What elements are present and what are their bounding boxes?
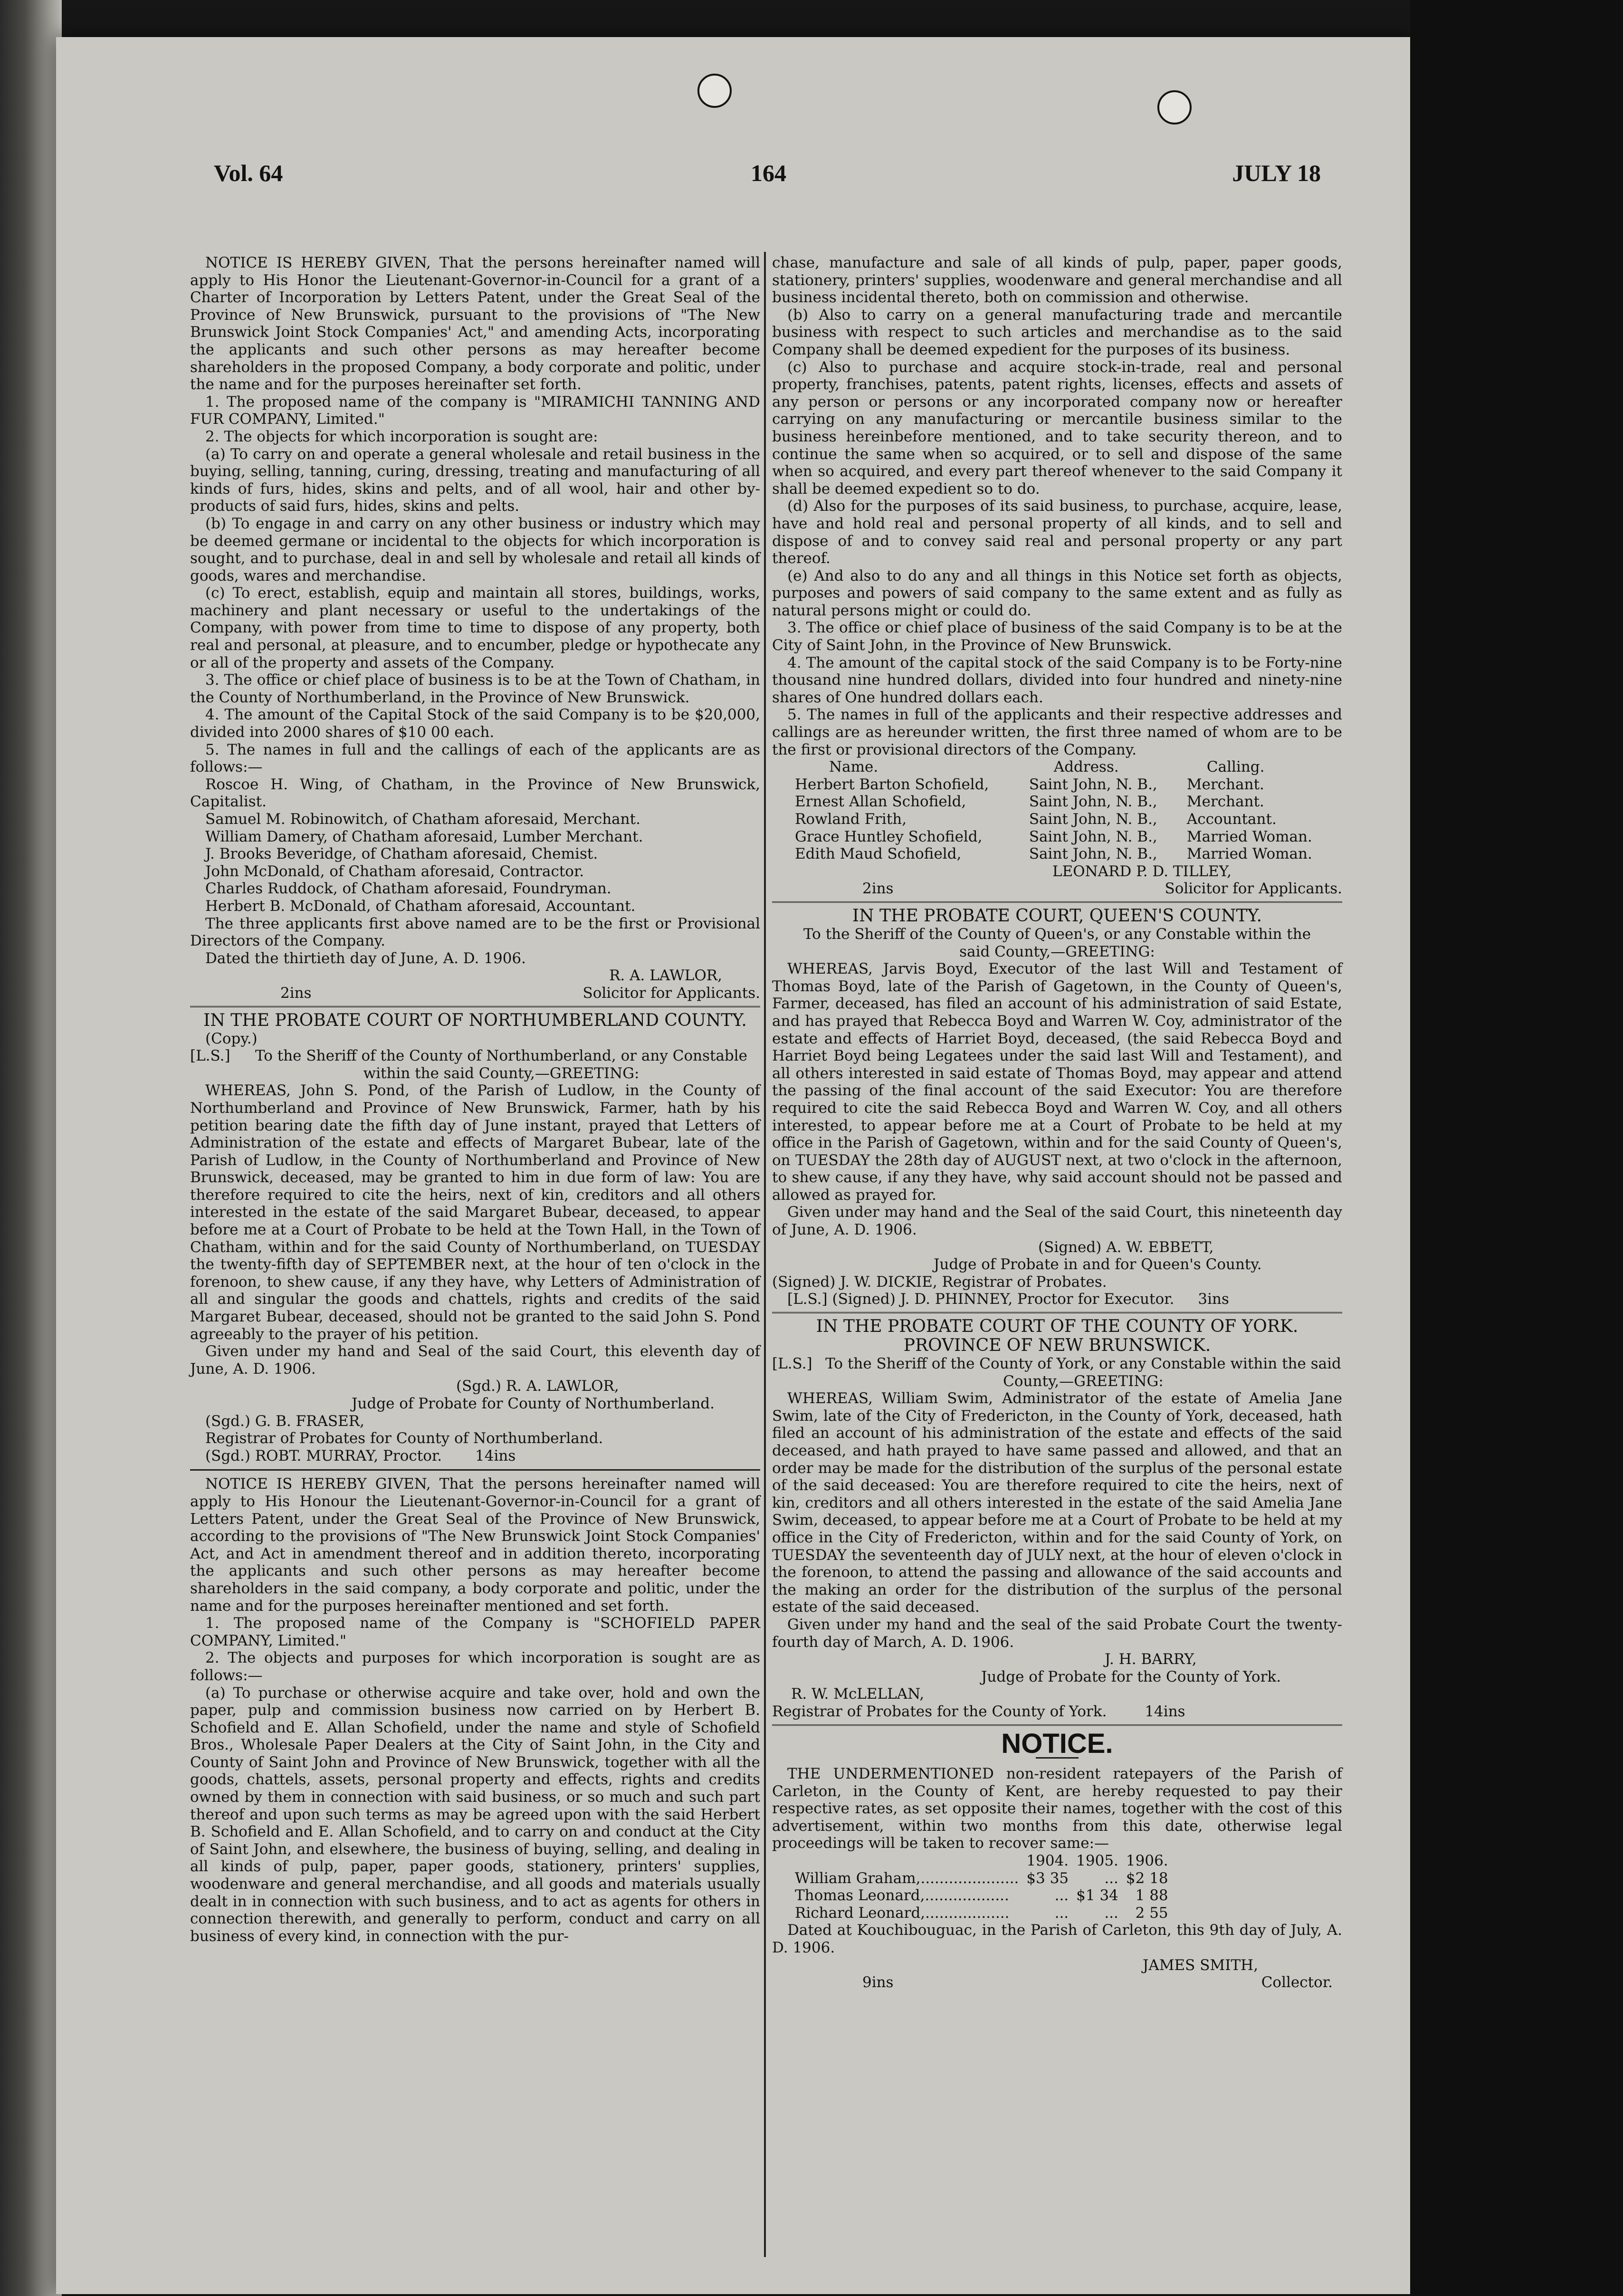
queens-proctor bbox=[772, 1291, 1342, 1308]
northumberland-probate-heading: IN THE PROBATE COURT OF NORTHUMBERLAND COUNTY. bbox=[203, 1010, 747, 1030]
applicant-calling: Married Woman. bbox=[1186, 828, 1312, 845]
punch-hole-left bbox=[697, 74, 732, 108]
york-judge-title: Judge of Probate for the County of York. bbox=[981, 1668, 1281, 1685]
applicant-name: Ernest Allan Schofield, bbox=[795, 793, 966, 811]
section-divider bbox=[190, 1469, 760, 1471]
table-header: Name. bbox=[829, 758, 878, 776]
insertion-count: 2ins bbox=[862, 880, 894, 898]
queens-probate-body: WHEREAS, Jarvis Boyd, Executor of the last Will and Testament of Thomas Boyd, late of the Parish of Gagetown, in the County of Queen's, Farmer, deceased, has filed an account of his administration of said Estate, and has prayed that Rebecca Boyd and Warren W. Coy, administrator of the estate and effects of Harriet Boyd, deceased, (the said Rebecca Boyd and Harriet Boyd being Legatees under the said last Will and Testament), and all others interested in said estate of Thomas Boyd, may appear and attend the passing of the final account of the said Executor: You are therefore required to cite the said Rebecca Boyd and Warren W. Coy, and all others interested, to appear before me at a Court of Probate to be held at my office in the Parish of Gagetown, within and for the said County of Queen's, on TUESDAY the 28th day of AUGUST next, at two o'clock in the afternoon, to shew cause, if any they have, why said account should not be passed and allowed as prayed for. bbox=[772, 960, 1342, 1204]
tanning-applicant: John McDonald, of Chatham aforesaid, Contractor. bbox=[205, 862, 584, 880]
applicants-table bbox=[791, 758, 1337, 863]
tanning-applicant: Samuel M. Robinowitch, of Chatham aforesaid, Merchant. bbox=[205, 811, 640, 828]
queens-given: Given under may hand and the Seal of the said Court, this nineteenth day of June, A. D. 1906. bbox=[772, 1204, 1342, 1239]
rate-value: 1 88 bbox=[1135, 1887, 1168, 1904]
applicant-calling: Accountant. bbox=[1186, 811, 1277, 828]
issue-date: JULY 18 bbox=[1232, 160, 1321, 186]
section-divider bbox=[772, 901, 1342, 903]
rate-value: ... bbox=[1104, 1869, 1118, 1887]
northumberland-proctor bbox=[190, 1447, 760, 1465]
northumberland-given: Given under my hand and Seal of the said Court, this eleventh day of June, A. D. 1906. bbox=[190, 1343, 760, 1378]
tanning-applicant: William Damery, of Chatham aforesaid, Lumber Merchant. bbox=[205, 828, 643, 845]
punch-hole-right bbox=[1157, 90, 1192, 124]
applicant-name: Grace Huntley Schofield, bbox=[795, 828, 983, 845]
applicant-calling: Merchant. bbox=[1186, 775, 1264, 793]
tanning-notice-objects: 2. The objects for which incorporation is sought are: bbox=[205, 428, 598, 445]
rate-value: 2 55 bbox=[1135, 1904, 1168, 1922]
schofield-notice-object-d: (d) Also for the purposes of its said business, to purchase, acquire, lease, have and hold real and personal property of all kinds, and to sell and dispose of and to convey said real and personal property or any part thereof. bbox=[772, 497, 1342, 567]
tanning-notice-name: 1. The proposed name of the company is "MIRAMICHI TANNING AND FUR COMPANY, Limited." bbox=[190, 393, 760, 428]
ratepayers-notice-dated: Dated at Kouchibouguac, in the Parish of Carleton, this 9th day of July, A. D. 1906. bbox=[772, 1922, 1342, 1957]
schofield-notice-object-b: (b) Also to carry on a general manufacturing trade and mercantile business with respect to such articles and merchandise as to the said Company shall be deemed expedient for the purposes of its business. bbox=[772, 306, 1342, 358]
queens-registrar: (Signed) J. W. DICKIE, Registrar of Probates. bbox=[772, 1273, 1107, 1291]
section-divider bbox=[190, 1006, 760, 1007]
york-registrar-line bbox=[772, 1703, 1342, 1721]
schofield-notice-object-e: (e) And also to do any and all things in this Notice set forth as objects, purposes and powers of said company to the same extent and as fully as natural persons might or could do. bbox=[772, 567, 1342, 619]
applicant-calling: Merchant. bbox=[1186, 793, 1264, 811]
solicitor-title: Solicitor for Applicants. bbox=[1165, 880, 1342, 898]
schofield-notice-capital: 4. The amount of the capital stock of the said Company is to be Forty-nine thousand nine hundred dollars, divided into four hundred and ninety-nine shares of One hundred dollars each. bbox=[772, 654, 1342, 706]
tanning-notice-signature: R. A. LAWLOR, bbox=[609, 967, 722, 985]
proctor-line: (Sgd.) ROBT. MURRAY, Proctor. bbox=[205, 1447, 442, 1464]
schofield-notice-object-a: (a) To purchase or otherwise acquire and take over, hold and own the paper, pulp and commission business now carried on by Herbert B. Schofield and E. Allan Schofield, under the name and style of Schofield Bros., Wholesale Paper Dealers at the City of Saint John, in the City and County of Saint John and Province of New Brunswick, together with all the goods, chattels, assets, personal property and effects, rights and credits owned by them in connection with said business, or so much and such part thereof and upon such terms as may be agreed upon with the said Herbert B. Schofield and E. Allan Schofield, and to carry on and conduct at the City of Saint John, and elsewhere, the business of buying, selling, and dealing in all kinds of pulp, paper, paper goods, stationery, printers' supplies, woodenware and general merchandise, and all goods and materials usually dealt in in connection with such business, and to act as agents for others in connection therewith, and generally to perform, conduct and carry on all business of every kind, in connection with the pur- bbox=[190, 1684, 760, 1945]
tanning-notice-capital: 4. The amount of the Capital Stock of the said Company is to be $20,000, divided into 2000 shares of $10 00 each. bbox=[190, 706, 760, 741]
schofield-notice-footer bbox=[772, 880, 1342, 898]
table-row bbox=[791, 1887, 1172, 1904]
york-probate-heading: IN THE PROBATE COURT OF THE COUNTY OF YORK. bbox=[816, 1317, 1298, 1337]
volume-label: Vol. 64 bbox=[214, 160, 283, 186]
section-divider bbox=[772, 1312, 1342, 1313]
page-binding-shadow bbox=[0, 0, 62, 2296]
tanning-notice-object-b: (b) To engage in and carry on any other business or industry which may be deemed germane or incidental to the objects for which incorporation is sought, and to purchase, deal in and sell by wholesale and retail all kinds of goods, wares and merchandise. bbox=[190, 515, 760, 584]
schofield-notice-object-c: (c) Also to purchase and acquire stock-in-trade, real and personal property, franchises, patents, patent rights, licenses, effects and assets of any person or persons or any incorporated company now or hereafter carrying on any manufacturing or mercantile business similar to the business hereinbefore mentioned, and to take security thereon, and to continue the same when so acquired, or to sell and dispose of the same when so acquired, and every part thereof whenever to the said Company it shall be deemed expedient so to do. bbox=[772, 358, 1342, 497]
york-registrar-title: Registrar of Probates for the County of York. bbox=[772, 1703, 1107, 1720]
rate-year: 1904. bbox=[1026, 1852, 1069, 1870]
notice-title: NOTICE. bbox=[1001, 1728, 1113, 1759]
york-judge: J. H. BARRY, bbox=[1105, 1651, 1197, 1668]
ratepayer-name: William Graham,..................... bbox=[795, 1869, 1019, 1887]
tanning-notice-dated: Dated the thirtieth day of June, A. D. 1906. bbox=[205, 949, 526, 967]
northumberland-greeting: To the Sheriff of the County of Northumberland, or any Constable within the said County,—GREETING: bbox=[255, 1047, 748, 1082]
applicant-name: Edith Maud Schofield, bbox=[795, 845, 962, 863]
tanning-notice-object-a: (a) To carry on and operate a general wholesale and retail business in the buying, selling, tanning, curing, dressing, treating and manufacturing of all kinds of furs, hides, skins and pelts, and of all wool, hair and other by-products of said furs, hides, skins and pelts. bbox=[190, 445, 760, 515]
tanning-notice-footer bbox=[190, 985, 760, 1002]
ratepayers-notice-body: THE UNDERMENTIONED non-resident ratepayers of the Parish of Carleton, in the County of Kent, are hereby requested to pay their respective rates, as set opposite their names, together with the cost of this advertisement, within two months from this date, otherwise legal proceedings will be taken to recover same:— bbox=[772, 1765, 1342, 1852]
queens-probate-heading: IN THE PROBATE COURT, QUEEN'S COUNTY. bbox=[852, 906, 1262, 926]
insertion-count: 14ins bbox=[1145, 1703, 1185, 1720]
northumberland-registrar: (Sgd.) G. B. FRASER, bbox=[205, 1412, 364, 1430]
tanning-applicant: Charles Ruddock, of Chatham aforesaid, Foundryman. bbox=[205, 880, 611, 898]
tanning-applicant: Roscoe H. Wing, of Chatham, in the Province of New Brunswick, Capitalist. bbox=[190, 775, 760, 811]
table-header-row bbox=[791, 758, 1337, 776]
queens-judge-title: Judge of Probate in and for Queen's County. bbox=[934, 1256, 1262, 1273]
rates-table bbox=[791, 1852, 1172, 1922]
table-header-row bbox=[791, 1852, 1172, 1870]
rate-year: 1906. bbox=[1126, 1852, 1168, 1870]
schofield-notice-intro: NOTICE IS HEREBY GIVEN, That the persons hereinafter named will apply to His Honour the Lieutenant-Governor-in-Council for a grant of Letters Patent, under the Great Seal of the Province of New Brunswick, according to the provisions of "The New Brunswick Joint Stock Companies' Act, and Act in amendment thereof and in addition thereto, incorporating the applicants and such other persons as may hereafter become shareholders in the said company, a body corporate and politic, under the name and for the purposes hereinafter mentioned and set forth. bbox=[190, 1475, 760, 1615]
rate-year: 1905. bbox=[1076, 1852, 1118, 1870]
applicant-name: Herbert Barton Schofield, bbox=[795, 775, 989, 793]
column-divider bbox=[764, 252, 766, 2257]
ratepayer-name: Richard Leonard,.................. bbox=[795, 1904, 1010, 1922]
table-row bbox=[791, 811, 1337, 828]
page-header bbox=[157, 159, 1321, 197]
rate-value: $2 18 bbox=[1126, 1869, 1168, 1887]
insertion-count: 9ins bbox=[862, 1974, 894, 1991]
insertion-count: 14ins bbox=[475, 1447, 516, 1464]
york-probate-subheading: PROVINCE OF NEW BRUNSWICK. bbox=[903, 1336, 1211, 1356]
rate-value: ... bbox=[1054, 1904, 1069, 1922]
tanning-notice-office: 3. The office or chief place of business is to be at the Town of Chatham, in the County of Northumberland, in the Province of New Brunswick. bbox=[190, 671, 760, 706]
schofield-notice-office: 3. The office or chief place of business of the said Company is to be at the City of Saint John, in the Province of New Brunswick. bbox=[772, 619, 1342, 654]
schofield-notice-applicants-intro: 5. The names in full of the applicants and their respective addresses and callings are as hereunder written, the first three named of whom are to be the first or provisional directors of the Company. bbox=[772, 706, 1342, 758]
applicant-name: Rowland Frith, bbox=[795, 811, 907, 828]
tanning-notice-object-c: (c) To erect, establish, equip and maintain all stores, buildings, works, machinery and plant necessary or useful to the undertakings of the Company, with power from time to time to dispose of any property, both real and personal, at pleasure, and to encumber, pledge or hypothecate any or all of the property and assets of the Company. bbox=[190, 584, 760, 671]
york-greeting: To the Sheriff of the County of York, or any Constable within the said County,—GREETING: bbox=[825, 1355, 1341, 1390]
section-divider bbox=[772, 1724, 1342, 1726]
northumberland-probate-body: WHEREAS, John S. Pond, of the Parish of Ludlow, in the County of Northumberland and Province of New Brunswick, Farmer, hath by his petition bearing date the fifth day of June instant, prayed that Letters of Administration of the estate and effects of Margaret Bubear, late of the Parish of Ludlow, in the County of Northumberland and Province of New Brunswick, deceased, may be granted to him in due form of law: You are therefore required to cite the heirs, next of kin, creditors and all others interested in the estate of the said Margaret Bubear, deceased, to appear before me at a Court of Probate to be held at the Town Hall, in the Town of Chatham, within and for the said County of Northumberland, on TUESDAY the twenty-fifth day of SEPTEMBER next, at the hour of ten o'clock in the forenoon, to shew cause, if any they have, why Letters of Administration of all and singular the goods and chattels, rights and credits of the said Margaret Bubear, deceased, should not be granted to the said John S. Pond agreeably to the prayer of his petition. bbox=[190, 1082, 760, 1343]
table-row bbox=[791, 793, 1337, 811]
insertion-count: 3ins bbox=[1198, 1291, 1229, 1308]
york-address bbox=[772, 1355, 1342, 1390]
solicitor-title: Solicitor for Applicants. bbox=[582, 984, 760, 1002]
tanning-applicant: J. Brooks Beveridge, of Chatham aforesaid, Chemist. bbox=[205, 845, 598, 863]
tanning-notice-directors: The three applicants first above named are to be the first or Provisional Directors of the Company. bbox=[190, 915, 760, 950]
applicant-address: Saint John, N. B., bbox=[1029, 811, 1157, 828]
scan-border bbox=[1410, 0, 1623, 2296]
schofield-notice-name: 1. The proposed name of the Company is "SCHOFIELD PAPER COMPANY, Limited." bbox=[190, 1615, 760, 1649]
ratepayer-name: Thomas Leonard,.................. bbox=[795, 1887, 1009, 1904]
northumberland-registrar-title: Registrar of Probates for County of Northumberland. bbox=[205, 1430, 603, 1447]
applicant-address: Saint John, N. B., bbox=[1029, 828, 1157, 845]
applicant-address: Saint John, N. B., bbox=[1029, 845, 1157, 863]
table-row bbox=[791, 1904, 1172, 1922]
table-header: Calling. bbox=[1206, 758, 1265, 776]
rate-value: $3 35 bbox=[1026, 1869, 1069, 1887]
tanning-applicant: Herbert B. McDonald, of Chatham aforesaid, Accountant. bbox=[205, 897, 636, 915]
tanning-notice-applicants-intro: 5. The names in full and the callings of each of the applicants are as follows:— bbox=[190, 741, 760, 776]
schofield-notice-objects: 2. The objects and purposes for which incorporation is sought are as follows:— bbox=[190, 1649, 760, 1684]
table-row bbox=[791, 1870, 1172, 1887]
table-row bbox=[791, 776, 1337, 794]
copy-label: (Copy.) bbox=[205, 1030, 258, 1047]
table-row bbox=[791, 845, 1337, 863]
rate-value: ... bbox=[1104, 1904, 1118, 1922]
northumberland-address bbox=[190, 1047, 760, 1082]
northumberland-judge-title: Judge of Probate for County of Northumberland. bbox=[352, 1395, 715, 1412]
york-registrar: R. W. McLELLAN, bbox=[791, 1685, 925, 1703]
northumberland-judge: (Sgd.) R. A. LAWLOR, bbox=[456, 1378, 619, 1395]
seal-label: [L.S.] bbox=[190, 1047, 230, 1065]
applicant-address: Saint John, N. B., bbox=[1029, 793, 1157, 811]
tanning-notice-intro: NOTICE IS HEREBY GIVEN, That the persons hereinafter named will apply to His Honor the Lieutenant-Governor-in-Council for a grant of a Charter of Incorporation by Letters Patent, under the Great Seal of the Province of New Brunswick, pursuant to the provisions of "The New Brunswick Joint Stock Companies' Act," and amending Acts, incorporating the applicants and such other persons as may hereafter become shareholders in the proposed Company, a body corporate and politic, under the name and for the purposes hereinafter set forth. bbox=[190, 254, 760, 393]
rate-value: $1 34 bbox=[1076, 1887, 1118, 1904]
applicant-address: Saint John, N. B., bbox=[1029, 775, 1157, 793]
right-column bbox=[772, 254, 1342, 1991]
queens-greeting: To the Sheriff of the County of Queen's, or any Constable within the said County,—GREETING: bbox=[803, 925, 1311, 960]
schofield-notice-continued: chase, manufacture and sale of all kinds of pulp, paper, paper goods, stationery, printers' supplies, woodenware and general merchandise and all business incidental thereto, both on commission and otherwise. bbox=[772, 254, 1342, 306]
york-probate-body: WHEREAS, William Swim, Administrator of the estate of Amelia Jane Swim, late of the City of Fredericton, in the County of York, deceased, hath filed an account of his administration of the estate and effects of the said deceased, and hath prayed to have same passed and allowed, and that an order may be made for the distribution of the surplus of the personal estate of the said deceased: You are therefore required to cite the heirs, next of kin, creditors and all others interested in the estate of the said Amelia Jane Swim, deceased, to appear before me at a Court of Probate to be held at my office in the City of Fredericton, within and for the said County of York, on TUESDAY the seventeenth day of JULY next, at the hour of eleven o'clock in the forenoon, to attend the passing and allowance of the said accounts and the making an order for the distribution of the surplus of the personal estate of the said deceased. bbox=[772, 1390, 1342, 1616]
queens-judge: (Signed) A. W. EBBETT, bbox=[1038, 1238, 1214, 1256]
collector-name: JAMES SMITH, bbox=[1143, 1956, 1259, 1974]
seal-label: [L.S.] bbox=[772, 1355, 812, 1373]
page-number: 164 bbox=[751, 160, 786, 186]
table-row bbox=[791, 828, 1337, 846]
left-column bbox=[190, 254, 760, 1945]
applicant-calling: Married Woman. bbox=[1186, 845, 1312, 863]
collector-title: Collector. bbox=[1261, 1974, 1333, 1991]
rate-value: ... bbox=[1054, 1887, 1069, 1904]
ratepayers-notice-footer bbox=[772, 1974, 1342, 1991]
insertion-count: 2ins bbox=[280, 984, 312, 1002]
proctor-line: [L.S.] (Signed) J. D. PHINNEY, Proctor for Executor. bbox=[787, 1291, 1174, 1308]
table-header: Address. bbox=[1053, 758, 1119, 776]
york-given: Given under my hand and the seal of the said Probate Court the twenty-fourth day of March, A. D. 1906. bbox=[772, 1616, 1342, 1651]
schofield-notice-signature: LEONARD P. D. TILLEY, bbox=[1052, 862, 1232, 880]
